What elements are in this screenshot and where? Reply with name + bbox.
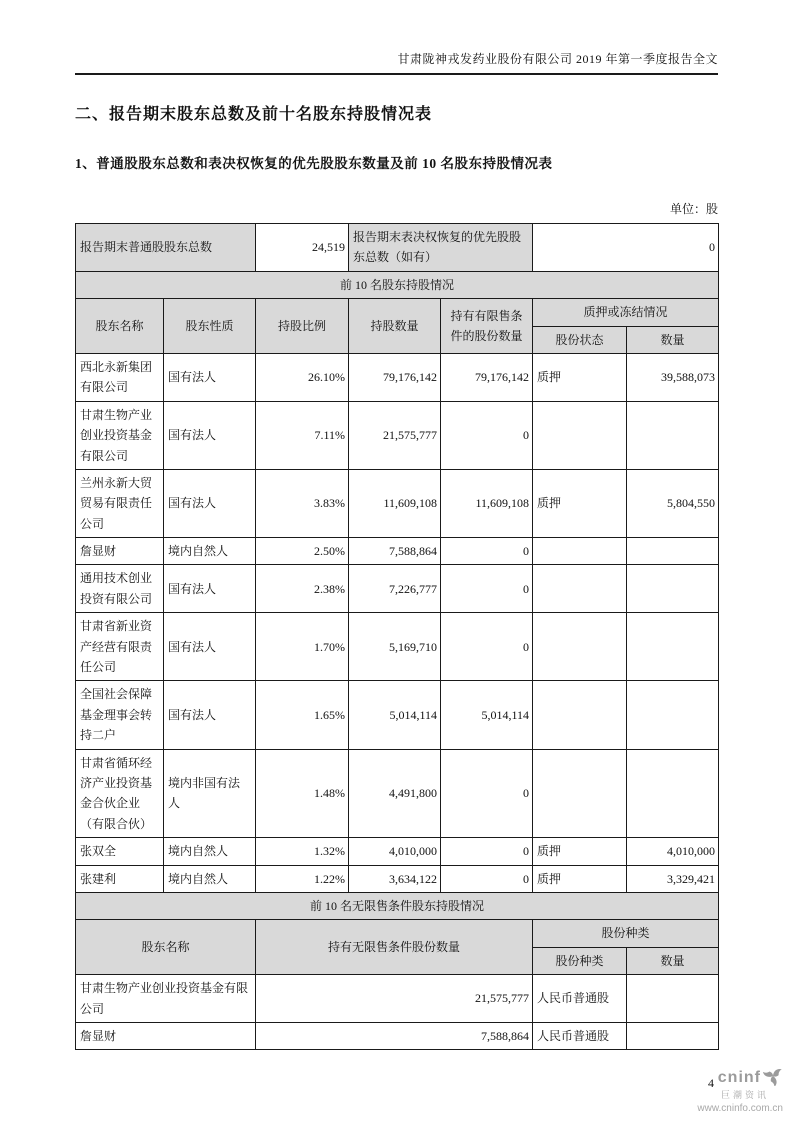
cell-shares: 7,588,864 <box>349 538 441 565</box>
table-row <box>76 749 719 838</box>
cell-share-type-qty <box>627 975 719 1023</box>
logo-top <box>697 1066 783 1091</box>
cell-shares: 79,176,142 <box>349 353 441 401</box>
cell-shareholder-name: 西北永新集团有限公司 <box>76 353 164 401</box>
cell-shares: 4,491,800 <box>349 749 441 838</box>
common-shareholders-value: 24,519 <box>256 224 349 272</box>
table-row <box>76 1022 719 1049</box>
col-header-shares: 持股数量 <box>349 299 441 354</box>
table-row <box>76 865 719 892</box>
cell-shares: 21,575,777 <box>349 401 441 469</box>
cell-shareholder-name: 詹显财 <box>76 1022 256 1049</box>
subsection-title: 1、普通股股东总数和表决权恢复的优先股股东数量及前 10 名股东持股情况表 <box>75 156 553 171</box>
cell-shares: 11,609,108 <box>349 469 441 537</box>
cell-restricted: 0 <box>441 538 533 565</box>
unrestricted-section-header: 前 10 名无限售条件股东持股情况 <box>76 892 719 919</box>
cell-ratio: 1.65% <box>256 681 349 749</box>
top10-header-row <box>76 299 719 326</box>
cell-ratio: 3.83% <box>256 469 349 537</box>
cell-shareholder-nature: 境内自然人 <box>164 838 256 865</box>
cell-restricted: 0 <box>441 565 533 613</box>
cell-ratio: 1.70% <box>256 613 349 681</box>
cninfo-logo <box>697 1066 783 1114</box>
logo-chinese-name: 巨潮资讯 <box>720 1090 769 1101</box>
cell-shareholder-name: 甘肃生物产业创业投资基金有限公司 <box>76 401 164 469</box>
col-header-ratio: 持股比例 <box>256 299 349 354</box>
table-row <box>76 469 719 537</box>
cell-shareholder-name: 全国社会保障基金理事会转持二户 <box>76 681 164 749</box>
cell-ratio: 2.38% <box>256 565 349 613</box>
cell-pledge-status <box>533 613 627 681</box>
cell-restricted: 11,609,108 <box>441 469 533 537</box>
cell-restricted: 79,176,142 <box>441 353 533 401</box>
cell-shareholder-nature: 国有法人 <box>164 469 256 537</box>
cell-pledge-status <box>533 749 627 838</box>
cell-ratio: 2.50% <box>256 538 349 565</box>
cell-ratio: 1.22% <box>256 865 349 892</box>
logo-brand-text: cninf <box>717 1069 761 1087</box>
cell-ratio: 1.48% <box>256 749 349 838</box>
cell-restricted: 0 <box>441 749 533 838</box>
cell-pledge-qty <box>627 613 719 681</box>
cell-ratio: 26.10% <box>256 353 349 401</box>
cell-shareholder-nature: 境内自然人 <box>164 538 256 565</box>
col-header-nature: 股东性质 <box>164 299 256 354</box>
cell-pledge-status <box>533 681 627 749</box>
cell-pledge-qty: 5,804,550 <box>627 469 719 537</box>
col-header-pledge-status: 股份状态 <box>533 326 627 353</box>
cell-pledge-status: 质押 <box>533 838 627 865</box>
unrestricted-header-row <box>76 920 719 947</box>
shareholder-table <box>75 223 719 1050</box>
cell-pledge-qty <box>627 565 719 613</box>
cell-share-type: 人民币普通股 <box>533 975 627 1023</box>
cell-shares: 3,634,122 <box>349 865 441 892</box>
cell-shareholder-name: 甘肃省循环经济产业投资基金合伙企业（有限合伙） <box>76 749 164 838</box>
cell-pledge-qty <box>627 538 719 565</box>
cell-share-type: 人民币普通股 <box>533 1022 627 1049</box>
cell-pledge-qty: 3,329,421 <box>627 865 719 892</box>
cell-shareholder-name: 张建利 <box>76 865 164 892</box>
cell-shareholder-name: 甘肃省新业资产经营有限责任公司 <box>76 613 164 681</box>
table-row <box>76 401 719 469</box>
col-header-share-type-qty: 数量 <box>627 947 719 974</box>
cell-pledge-qty: 39,588,073 <box>627 353 719 401</box>
col-header-share-type-group: 股份种类 <box>533 920 719 947</box>
cell-pledge-status: 质押 <box>533 865 627 892</box>
cell-pledge-qty: 4,010,000 <box>627 838 719 865</box>
col-header-name: 股东名称 <box>76 299 164 354</box>
cell-shares: 4,010,000 <box>349 838 441 865</box>
table-row <box>76 565 719 613</box>
header-rule <box>75 73 718 75</box>
cell-shareholder-nature: 国有法人 <box>164 565 256 613</box>
col-header-pledge-qty: 数量 <box>627 326 719 353</box>
cell-unrestricted-qty: 21,575,777 <box>256 975 533 1023</box>
common-shareholders-label: 报告期末普通股股东总数 <box>76 224 256 272</box>
cell-pledge-status <box>533 538 627 565</box>
top10-section-row <box>76 271 719 298</box>
cell-shareholder-name: 詹显财 <box>76 538 164 565</box>
cell-restricted: 0 <box>441 838 533 865</box>
cell-shareholder-name: 通用技术创业投资有限公司 <box>76 565 164 613</box>
cell-pledge-status <box>533 565 627 613</box>
col-header-share-type: 股份种类 <box>533 947 627 974</box>
swirl-icon <box>763 1066 783 1091</box>
table-row <box>76 538 719 565</box>
cell-pledge-status: 质押 <box>533 469 627 537</box>
section-title: 二、报告期末股东总数及前十名股东持股情况表 <box>75 106 433 123</box>
table-row <box>76 975 719 1023</box>
cell-shares: 5,169,710 <box>349 613 441 681</box>
col-header-pledge-group: 质押或冻结情况 <box>533 299 719 326</box>
cell-shares: 7,226,777 <box>349 565 441 613</box>
table-row <box>76 681 719 749</box>
unit-label: 单位：股 <box>669 202 718 216</box>
col-header-unrestricted-qty: 持有无限售条件股份数量 <box>256 920 533 975</box>
cell-restricted: 0 <box>441 613 533 681</box>
table-row <box>76 613 719 681</box>
top10-section-header: 前 10 名股东持股情况 <box>76 271 719 298</box>
cell-shareholder-name: 甘肃生物产业创业投资基金有限公司 <box>76 975 256 1023</box>
col-header-restricted: 持有有限售条件的股份数量 <box>441 299 533 354</box>
cell-pledge-status <box>533 401 627 469</box>
preferred-shareholders-label: 报告期末表决权恢复的优先股股东总数（如有） <box>349 224 533 272</box>
preferred-shareholders-value: 0 <box>533 224 719 272</box>
doc-header: 甘肃陇神戎发药业股份有限公司 2019 年第一季度报告全文 <box>397 52 718 66</box>
cell-pledge-qty <box>627 749 719 838</box>
page-number: 4 <box>708 1076 714 1091</box>
cell-restricted: 5,014,114 <box>441 681 533 749</box>
table-row <box>76 838 719 865</box>
cell-shareholder-nature: 国有法人 <box>164 353 256 401</box>
cell-ratio: 1.32% <box>256 838 349 865</box>
cell-shareholder-nature: 境内非国有法人 <box>164 749 256 838</box>
cell-ratio: 7.11% <box>256 401 349 469</box>
totals-row <box>76 224 719 272</box>
logo-url: www.cninfo.com.cn <box>697 1103 783 1114</box>
unrestricted-section-row <box>76 892 719 919</box>
cell-shareholder-nature: 境内自然人 <box>164 865 256 892</box>
col-header-unrestricted-name: 股东名称 <box>76 920 256 975</box>
cell-share-type-qty <box>627 1022 719 1049</box>
cell-restricted: 0 <box>441 401 533 469</box>
cell-pledge-qty <box>627 681 719 749</box>
table-row <box>76 353 719 401</box>
cell-pledge-status: 质押 <box>533 353 627 401</box>
cell-restricted: 0 <box>441 865 533 892</box>
cell-pledge-qty <box>627 401 719 469</box>
cell-shareholder-nature: 国有法人 <box>164 613 256 681</box>
cell-shareholder-nature: 国有法人 <box>164 401 256 469</box>
cell-unrestricted-qty: 7,588,864 <box>256 1022 533 1049</box>
cell-shareholder-name: 兰州永新大贸贸易有限责任公司 <box>76 469 164 537</box>
cell-shares: 5,014,114 <box>349 681 441 749</box>
cell-shareholder-name: 张双全 <box>76 838 164 865</box>
cell-shareholder-nature: 国有法人 <box>164 681 256 749</box>
